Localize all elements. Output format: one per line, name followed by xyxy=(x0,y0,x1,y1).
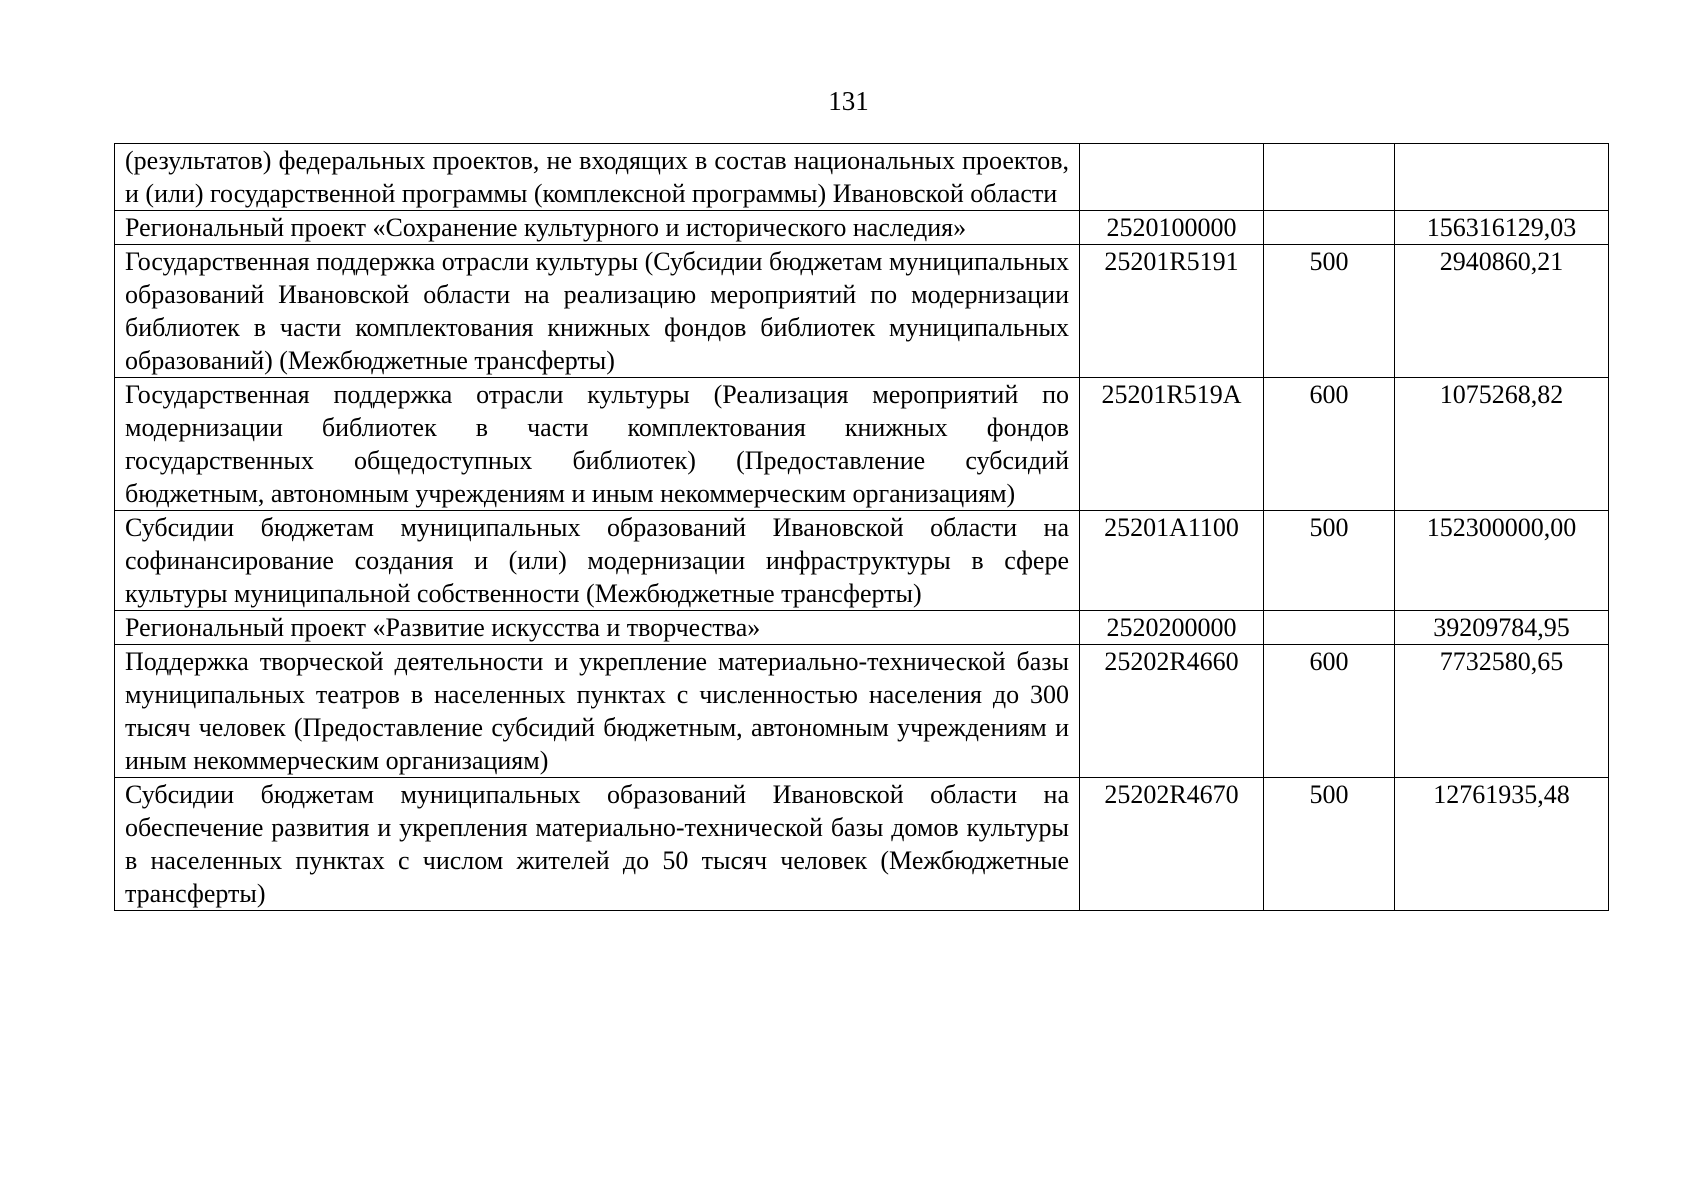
row-sum-cell: 2940860,21 xyxy=(1395,245,1609,378)
row-code-cell: 2520100000 xyxy=(1080,211,1264,245)
row-type-cell: 600 xyxy=(1264,645,1395,778)
row-name-cell: Поддержка творческой деятельности и укрепление материально-технической базы муниципальных театров в населенных пунктах с численностью населения до 300 тысяч человек (Предоставление субсидий бюджетным, автономным учреждениям и иным некоммерческим организациям) xyxy=(115,645,1080,778)
row-code-cell: 25201R5191 xyxy=(1080,245,1264,378)
row-name-cell: Субсидии бюджетам муниципальных образований Ивановской области на обеспечение развития и укрепления материально-технической базы домов культуры в населенных пунктах с числом жителей до 50 тысяч человек (Межбюджетные трансферты) xyxy=(115,778,1080,911)
row-code-cell: 25201A1100 xyxy=(1080,511,1264,611)
row-type-cell: 500 xyxy=(1264,511,1395,611)
row-name-cell: (результатов) федеральных проектов, не входящих в состав национальных проектов, и (или) государственной программы (комплексной программы) Ивановской области xyxy=(115,144,1080,211)
row-type-cell: 500 xyxy=(1264,778,1395,911)
table-row xyxy=(115,245,1609,378)
row-name-cell: Государственная поддержка отрасли культуры (Реализация мероприятий по модернизации библиотек в части комплектования книжных фондов государственных общедоступных библиотек) (Предоставление субсидий бюджетным, автономным учреждениям и иным некоммерческим организациям) xyxy=(115,378,1080,511)
row-name-cell: Субсидии бюджетам муниципальных образований Ивановской области на софинансирование создания и (или) модернизации инфраструктуры в сфере культуры муниципальной собственности (Межбюджетные трансферты) xyxy=(115,511,1080,611)
table-row xyxy=(115,511,1609,611)
table-row xyxy=(115,611,1609,645)
row-sum-cell: 1075268,82 xyxy=(1395,378,1609,511)
row-sum-cell: 7732580,65 xyxy=(1395,645,1609,778)
row-name-cell: Региональный проект «Сохранение культурного и исторического наследия» xyxy=(115,211,1080,245)
row-type-cell: 600 xyxy=(1264,378,1395,511)
row-code-cell: 25202R4670 xyxy=(1080,778,1264,911)
row-type-cell xyxy=(1264,144,1395,211)
row-sum-cell: 152300000,00 xyxy=(1395,511,1609,611)
row-type-cell: 500 xyxy=(1264,245,1395,378)
row-code-cell: 2520200000 xyxy=(1080,611,1264,645)
row-sum-cell xyxy=(1395,144,1609,211)
row-sum-cell: 39209784,95 xyxy=(1395,611,1609,645)
row-code-cell: 25201R519A xyxy=(1080,378,1264,511)
table-row xyxy=(115,778,1609,911)
row-name-cell: Региональный проект «Развитие искусства и творчества» xyxy=(115,611,1080,645)
table-row xyxy=(115,645,1609,778)
row-sum-cell: 156316129,03 xyxy=(1395,211,1609,245)
budget-table xyxy=(114,143,1609,911)
row-sum-cell: 12761935,48 xyxy=(1395,778,1609,911)
row-code-cell xyxy=(1080,144,1264,211)
page-number: 131 xyxy=(828,86,869,116)
row-type-cell xyxy=(1264,611,1395,645)
row-code-cell: 25202R4660 xyxy=(1080,645,1264,778)
row-type-cell xyxy=(1264,211,1395,245)
table-row xyxy=(115,144,1609,211)
table-row xyxy=(115,378,1609,511)
row-name-cell: Государственная поддержка отрасли культуры (Субсидии бюджетам муниципальных образований Ивановской области на реализацию мероприятий по модернизации библиотек в части комплектования книжных фондов библиотек муниципальных образований) (Межбюджетные трансферты) xyxy=(115,245,1080,378)
table-row xyxy=(115,211,1609,245)
